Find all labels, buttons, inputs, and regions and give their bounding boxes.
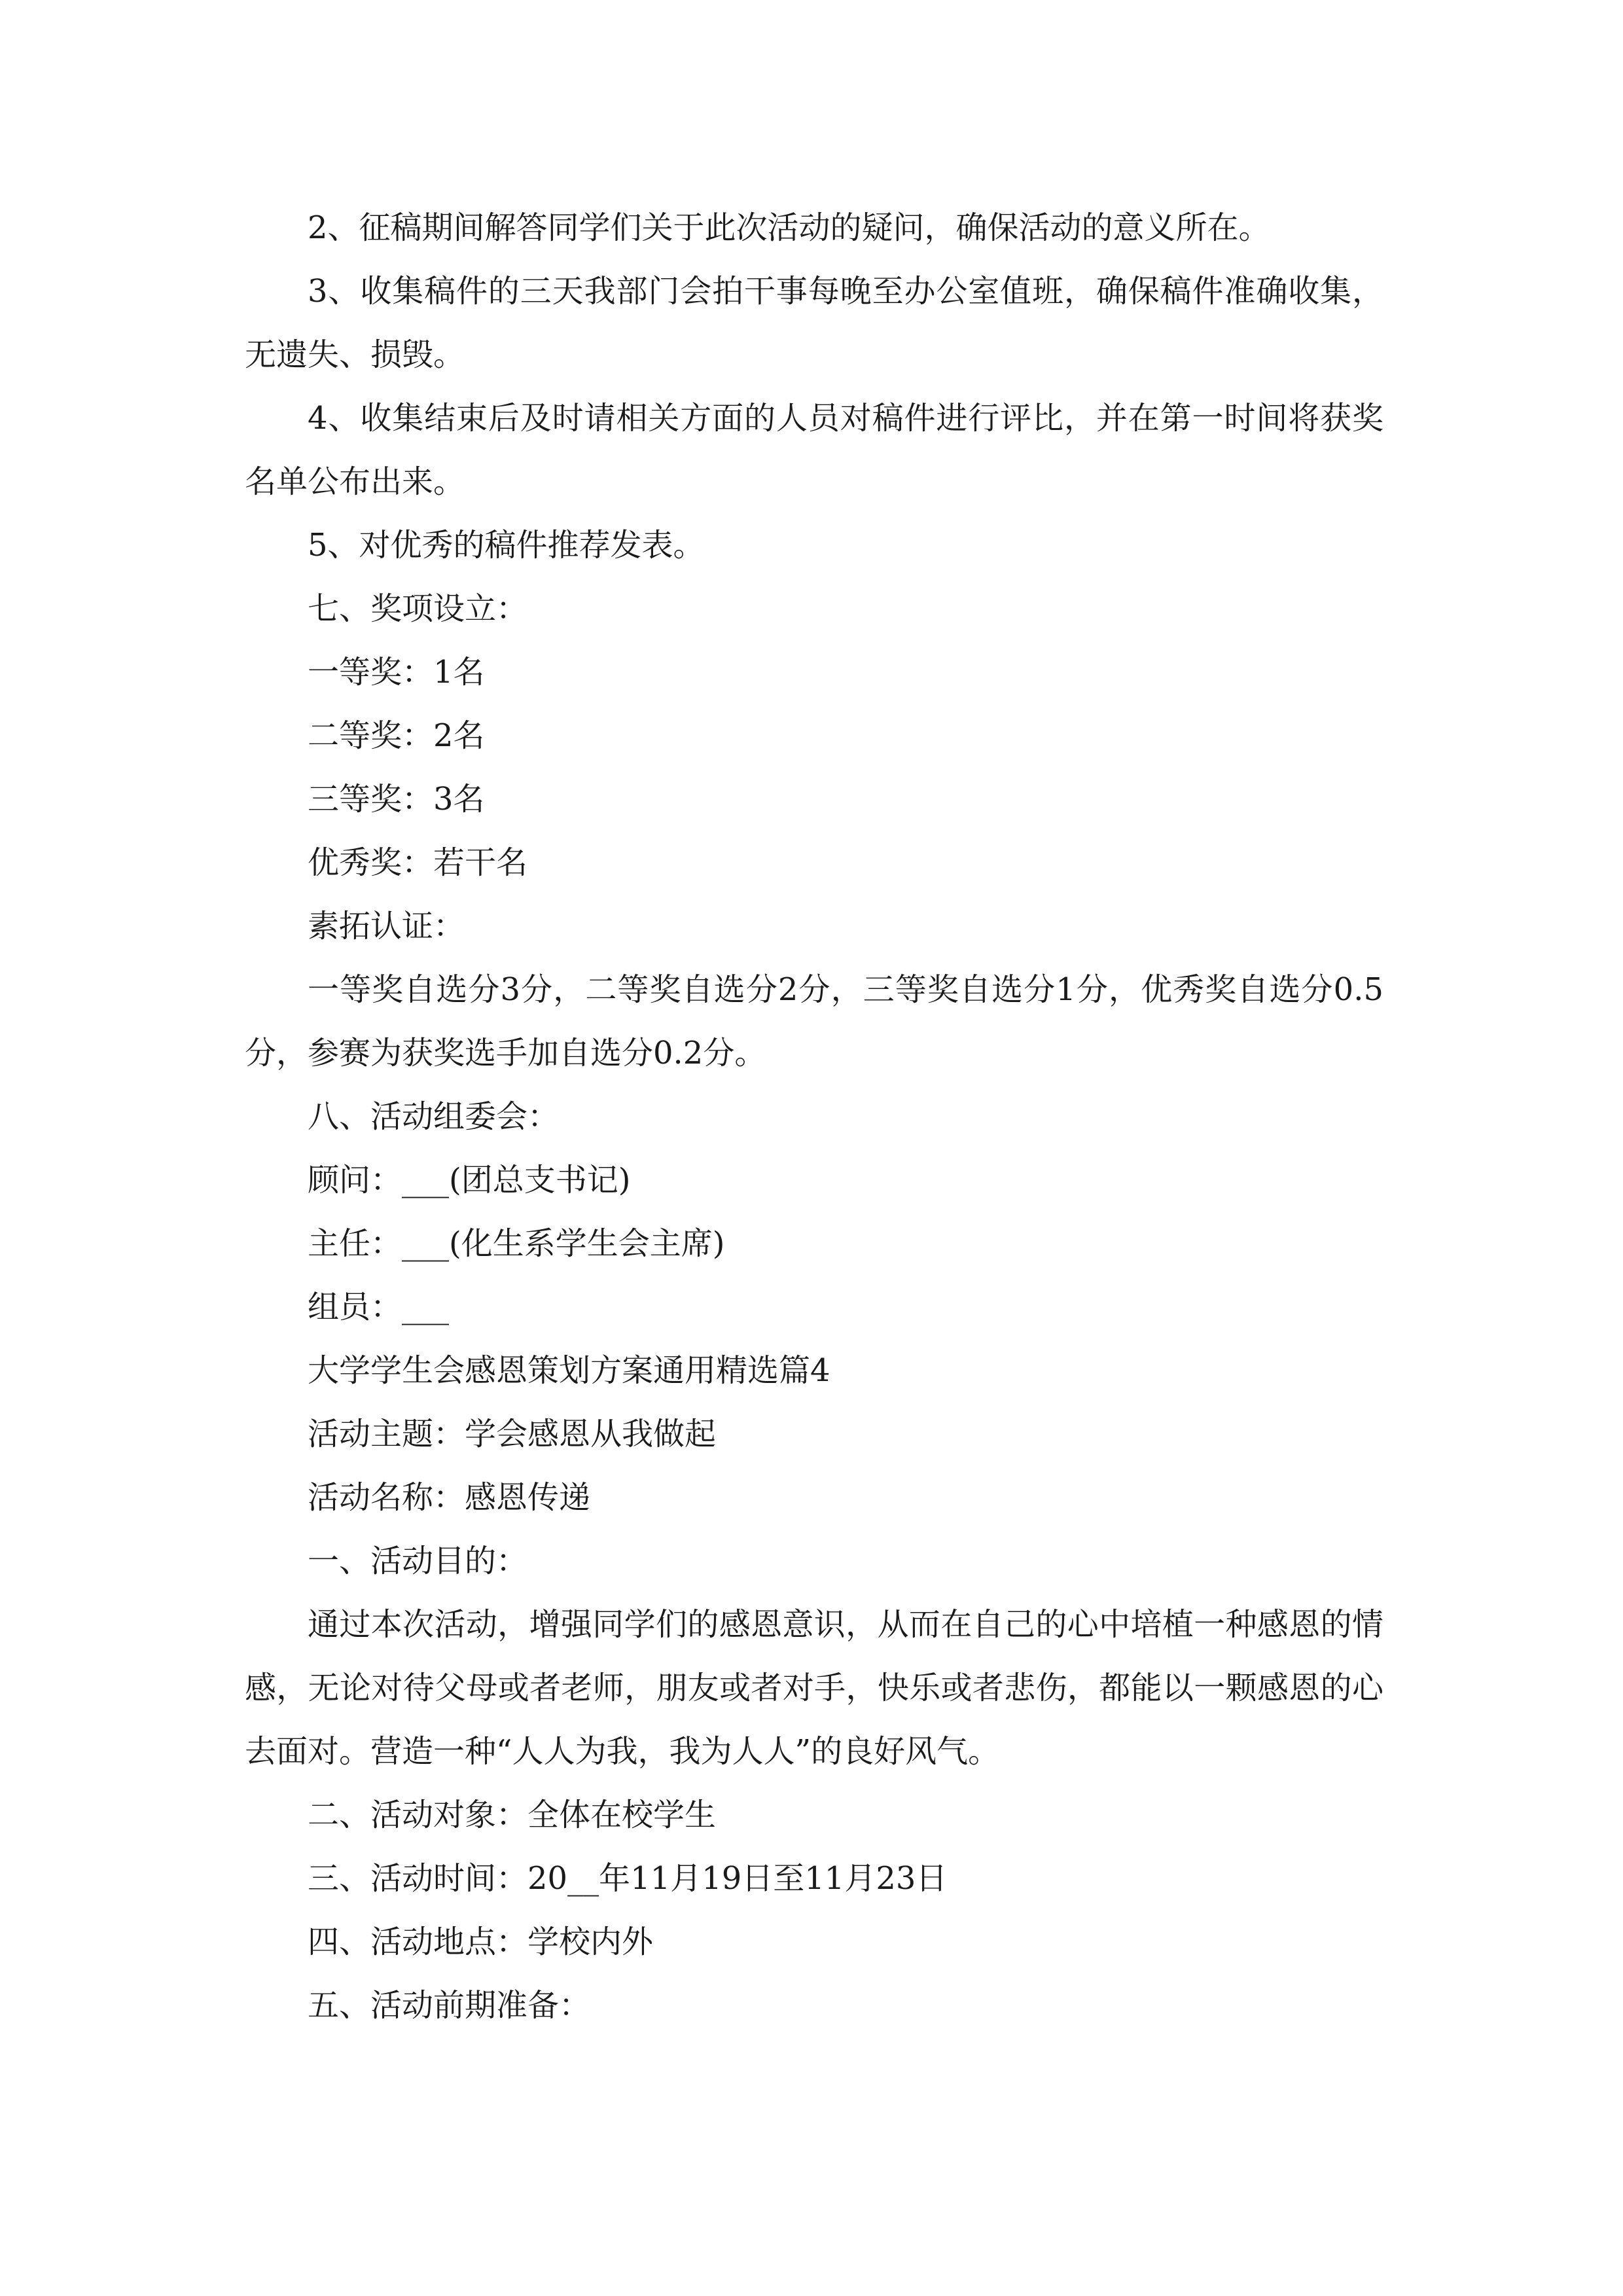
paragraph: 2、征稿期间解答同学们关于此次活动的疑问，确保活动的意义所在。: [308, 209, 1270, 246]
paragraph: 活动名称：感恩传递: [308, 1479, 591, 1516]
section-heading: 四、活动地点：学校内外: [308, 1924, 654, 1960]
section-heading: 八、活动组委会：: [308, 1098, 560, 1135]
paragraph: 活动主题：学会感恩从我做起: [308, 1416, 717, 1452]
section-heading: 二、活动对象：全体在校学生: [308, 1797, 717, 1833]
document-title: 大学学生会感恩策划方案通用精选篇4: [308, 1352, 830, 1389]
paragraph: 三等奖：3名: [308, 781, 485, 817]
paragraph: 顾问：___(团总支书记): [308, 1162, 631, 1198]
paragraph: 素拓认证：: [308, 908, 465, 944]
paragraph: 一等奖自选分3分，二等奖自选分2分，三等奖自选分1分，优秀奖自选分0.5分，参赛为获奖选手加自选分0.2分。: [245, 971, 1383, 1071]
paragraph: 优秀奖：若干名: [308, 844, 528, 881]
section-heading: 三、活动时间：20__年11月19日至11月23日: [308, 1860, 948, 1897]
section-heading: 七、奖项设立：: [308, 590, 528, 627]
paragraph: 4、收集结束后及时请相关方面的人员对稿件进行评比，并在第一时间将获奖名单公布出来。: [245, 400, 1383, 500]
section-heading: 五、活动前期准备：: [308, 1987, 591, 2024]
document-body: [245, 196, 1383, 2037]
paragraph: 通过本次活动，增强同学们的感恩意识，从而在自己的心中培植一种感恩的情感，无论对待父母或者老师，朋友或者对手，快乐或者悲伤，都能以一颗感恩的心去面对。营造一种“人人为我，我为人人”的良好风气。: [245, 1606, 1383, 1770]
paragraph: 3、收集稿件的三天我部门会拍干事每晚至办公室值班，确保稿件准确收集，无遗失、损毁。: [245, 273, 1383, 373]
section-heading: 一、活动目的：: [308, 1543, 528, 1579]
paragraph: 组员：___: [308, 1289, 450, 1325]
paragraph: 主任：___(化生系学生会主席): [308, 1225, 725, 1262]
paragraph: 5、对优秀的稿件推荐发表。: [308, 527, 705, 564]
paragraph: 二等奖：2名: [308, 717, 485, 754]
paragraph: 一等奖：1名: [308, 654, 485, 691]
